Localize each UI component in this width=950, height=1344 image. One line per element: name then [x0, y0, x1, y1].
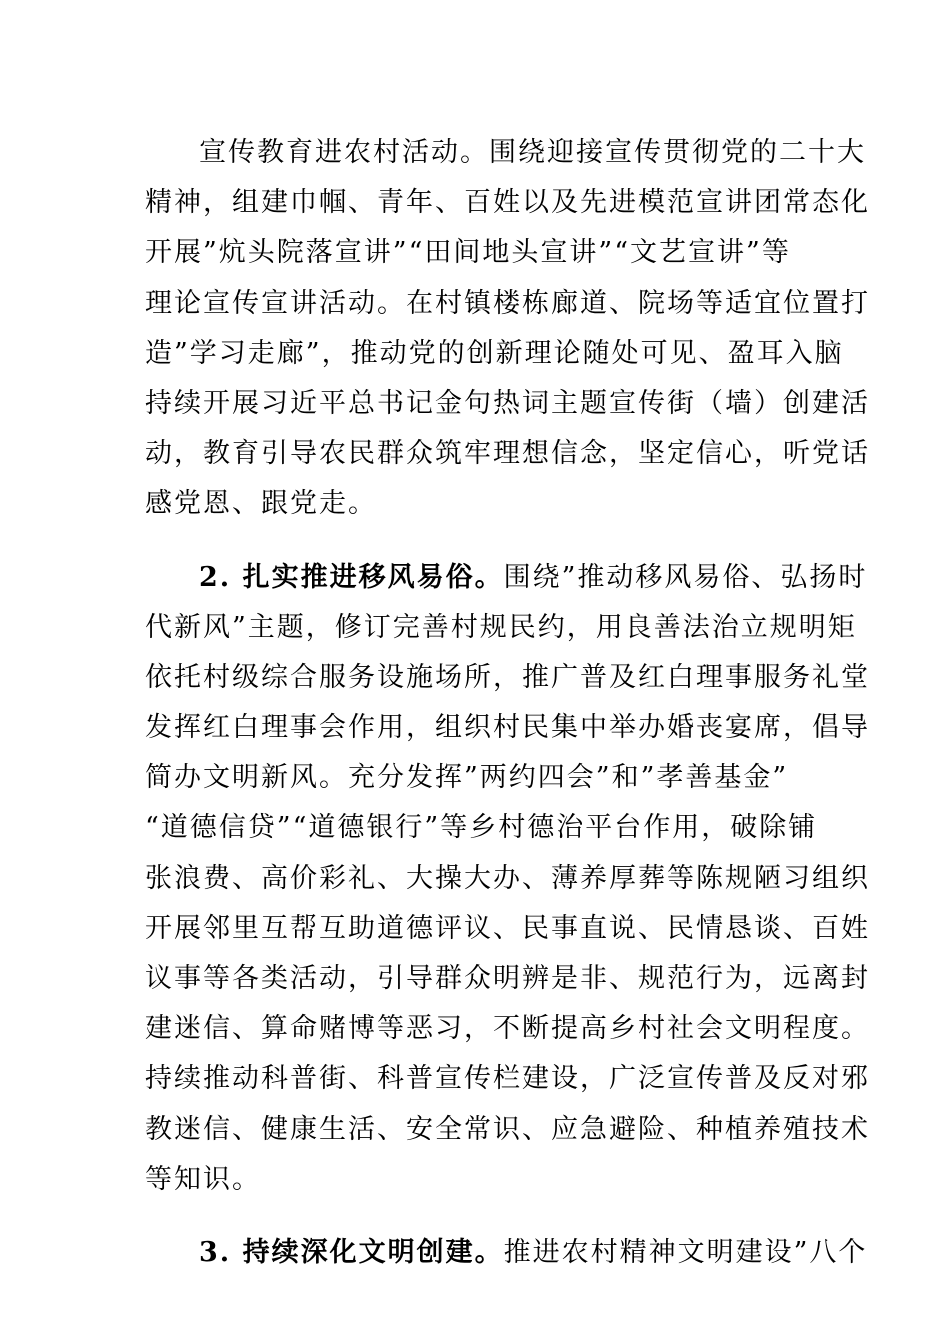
paragraph-line: 理论宣传宣讲活动。在村镇楼栋廊道、院场等适宜位置打	[145, 287, 870, 319]
paragraph-line: 建迷信、算命赌博等恶习，不断提高乡村社会文明程度。	[145, 1013, 870, 1045]
paragraph-line: 持续推动科普街、科普宣传栏建设，广泛宣传普及反对邪	[145, 1063, 870, 1095]
paragraph-gap	[145, 1205, 815, 1228]
paragraph-line: 持续开展习近平总书记金句热词主题宣传街（墙）创建活	[145, 387, 870, 419]
section-2-first-line	[145, 553, 868, 603]
paragraph-line: 发挥红白理事会作用，组织村民集中举办婚丧宴席，倡导	[145, 712, 870, 744]
paragraph-line: 代新风”主题，修订完善村规民约，用良善法治立规明矩	[145, 611, 857, 643]
section-2	[145, 553, 870, 1205]
paragraph-line: 简办文明新风。充分发挥”两约四会”和”孝善基金”	[145, 762, 789, 794]
paragraph-line: 教迷信、健康生活、安全常识、应急避险、种植养殖技术	[145, 1113, 870, 1145]
paragraph-line: 感党恩、跟党走。	[145, 488, 377, 520]
section-3-lead-text: 推进农村精神文明建设”八个	[503, 1236, 868, 1268]
paragraph-line: 宣传教育进农村活动。围绕迎接宣传贯彻党的二十大	[199, 137, 866, 168]
section-3-heading: 3. 持续深化文明创建。	[199, 1236, 504, 1268]
paragraph-line: 造”学习走廊”，推动党的创新理论随处可见、盈耳入脑	[145, 337, 844, 369]
section-2-heading: 2. 扎实推进移风易俗。	[199, 561, 504, 593]
paragraph-line: 开展邻里互帮互助道德评议、民事直说、民情恳谈、百姓	[145, 912, 870, 944]
paragraph-line: 动，教育引导农民群众筑牢理想信念，坚定信心，听党话	[145, 438, 870, 470]
paragraph-line: 议事等各类活动，引导群众明辨是非、规范行为，远离封	[145, 963, 870, 994]
paragraph-line: “道德信贷”“道德银行”等乡村德治平台作用，破除铺	[145, 812, 818, 844]
paragraph-line: 张浪费、高价彩礼、大操大办、薄养厚葬等陈规陋习组织	[145, 862, 870, 894]
section-3-first-line	[145, 1228, 868, 1278]
body-text	[145, 128, 870, 1278]
paragraph-line: 开展”炕头院落宣讲”“田间地头宣讲”“文艺宣讲”等	[145, 237, 791, 269]
section-2-lead-text: 围绕”推动移风易俗、弘扬时	[503, 561, 868, 593]
paragraph-line: 精神，组建巾帼、青年、百姓以及先进模范宣讲团常态化	[145, 187, 870, 219]
paragraph-gap	[145, 530, 815, 553]
paragraph-line: 等知识。	[145, 1163, 261, 1195]
paragraph-line: 依托村级综合服务设施场所，推广普及红白理事服务礼堂	[145, 661, 870, 693]
section-3	[145, 1228, 868, 1278]
paragraph-1	[145, 128, 870, 530]
